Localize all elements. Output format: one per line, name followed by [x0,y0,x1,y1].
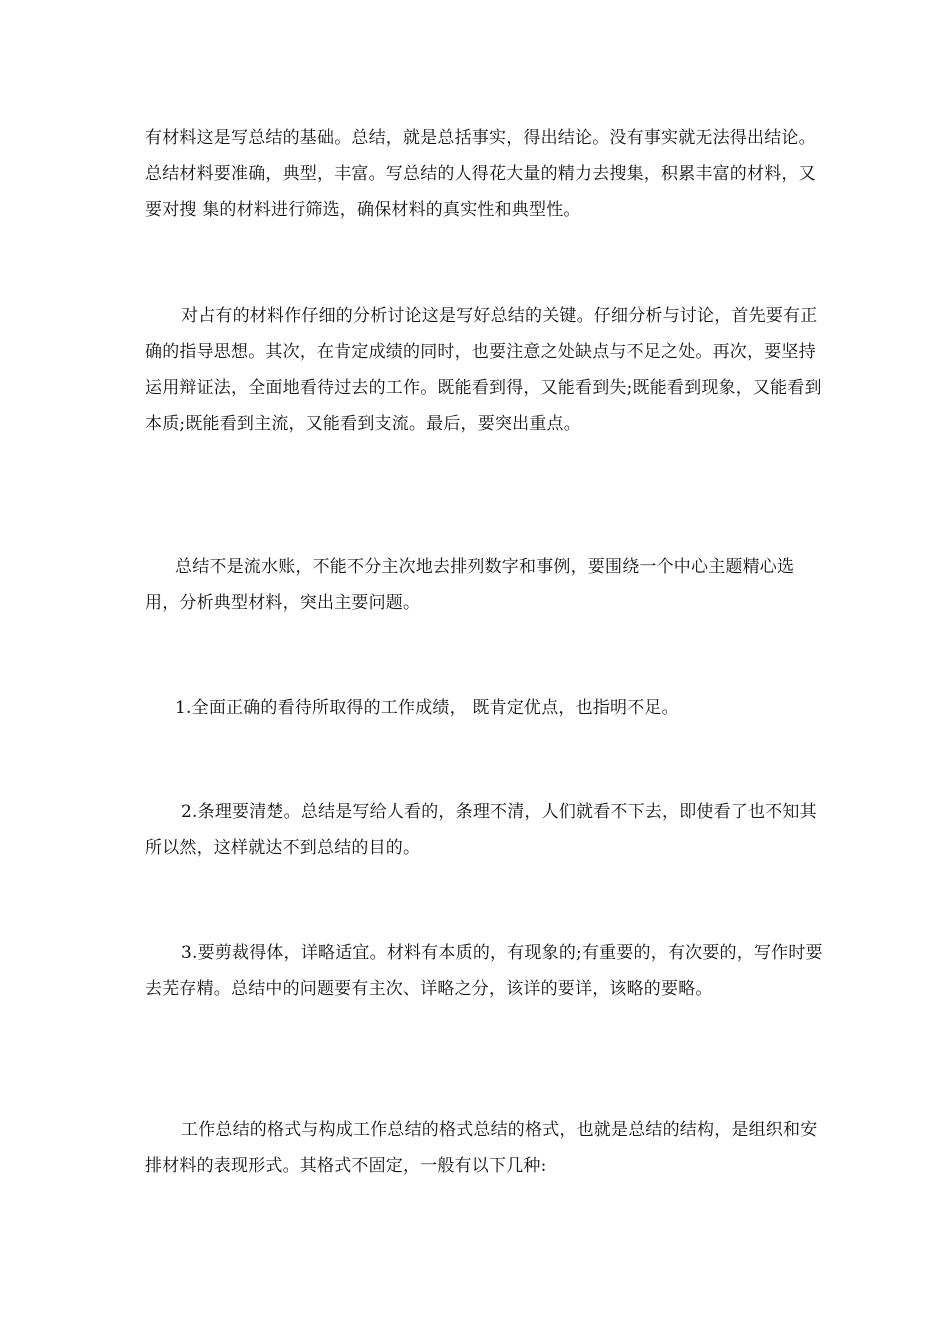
paragraph-analysis-key: 对占有的材料作仔细的分析讨论这是写好总结的关键。仔细分析与讨论，首先要有正确的指导思想。其次，在肯定成绩的同时，也要注意之处缺点与不足之处。再次，要坚持运用辩证法，全面地看待过去的工作。既能看到得，又能看到失;既能看到现象，又能看到本质;既能看到主流，又能看到支流。最后，要突出重点。 [145,306,822,434]
paragraph-point-1: 1.全面正确的看待所取得的工作成绩， 既肯定优点，也指明不足。 [175,698,679,718]
paragraph-not-ledger: 总结不是流水账，不能不分主次地去排列数字和事例，要围绕一个中心主题精心选用，分析典型材料，突出主要问题。 [145,557,795,613]
paragraph-point-3: 3.要剪裁得体，详略适宜。材料有本质的，有现象的;有重要的，有次要的，写作时要去芜存精。总结中的问题要有主次、详略之分，该详的要详，该略的要略。 [145,943,823,999]
paragraph-point-2: 2.条理要清楚。总结是写给人看的，条理不清，人们就看不下去，即使看了也不知其所以然，这样就达不到总结的目的。 [145,802,817,858]
paragraph-material-basis: 有材料这是写总结的基础。总结，就是总括事实，得出结论。没有事实就无法得出结论。总结材料要准确，典型，丰富。写总结的人得花大量的精力去搜集，积累丰富的材料，又要对搜 集的材料进行筛选，确保材料的真实性和典型性。 [145,128,816,220]
paragraph-format: 工作总结的格式与构成工作总结的格式总结的格式，也就是总结的结构，是组织和安排材料的表现形式。其格式不固定，一般有以下几种: [145,1120,818,1176]
